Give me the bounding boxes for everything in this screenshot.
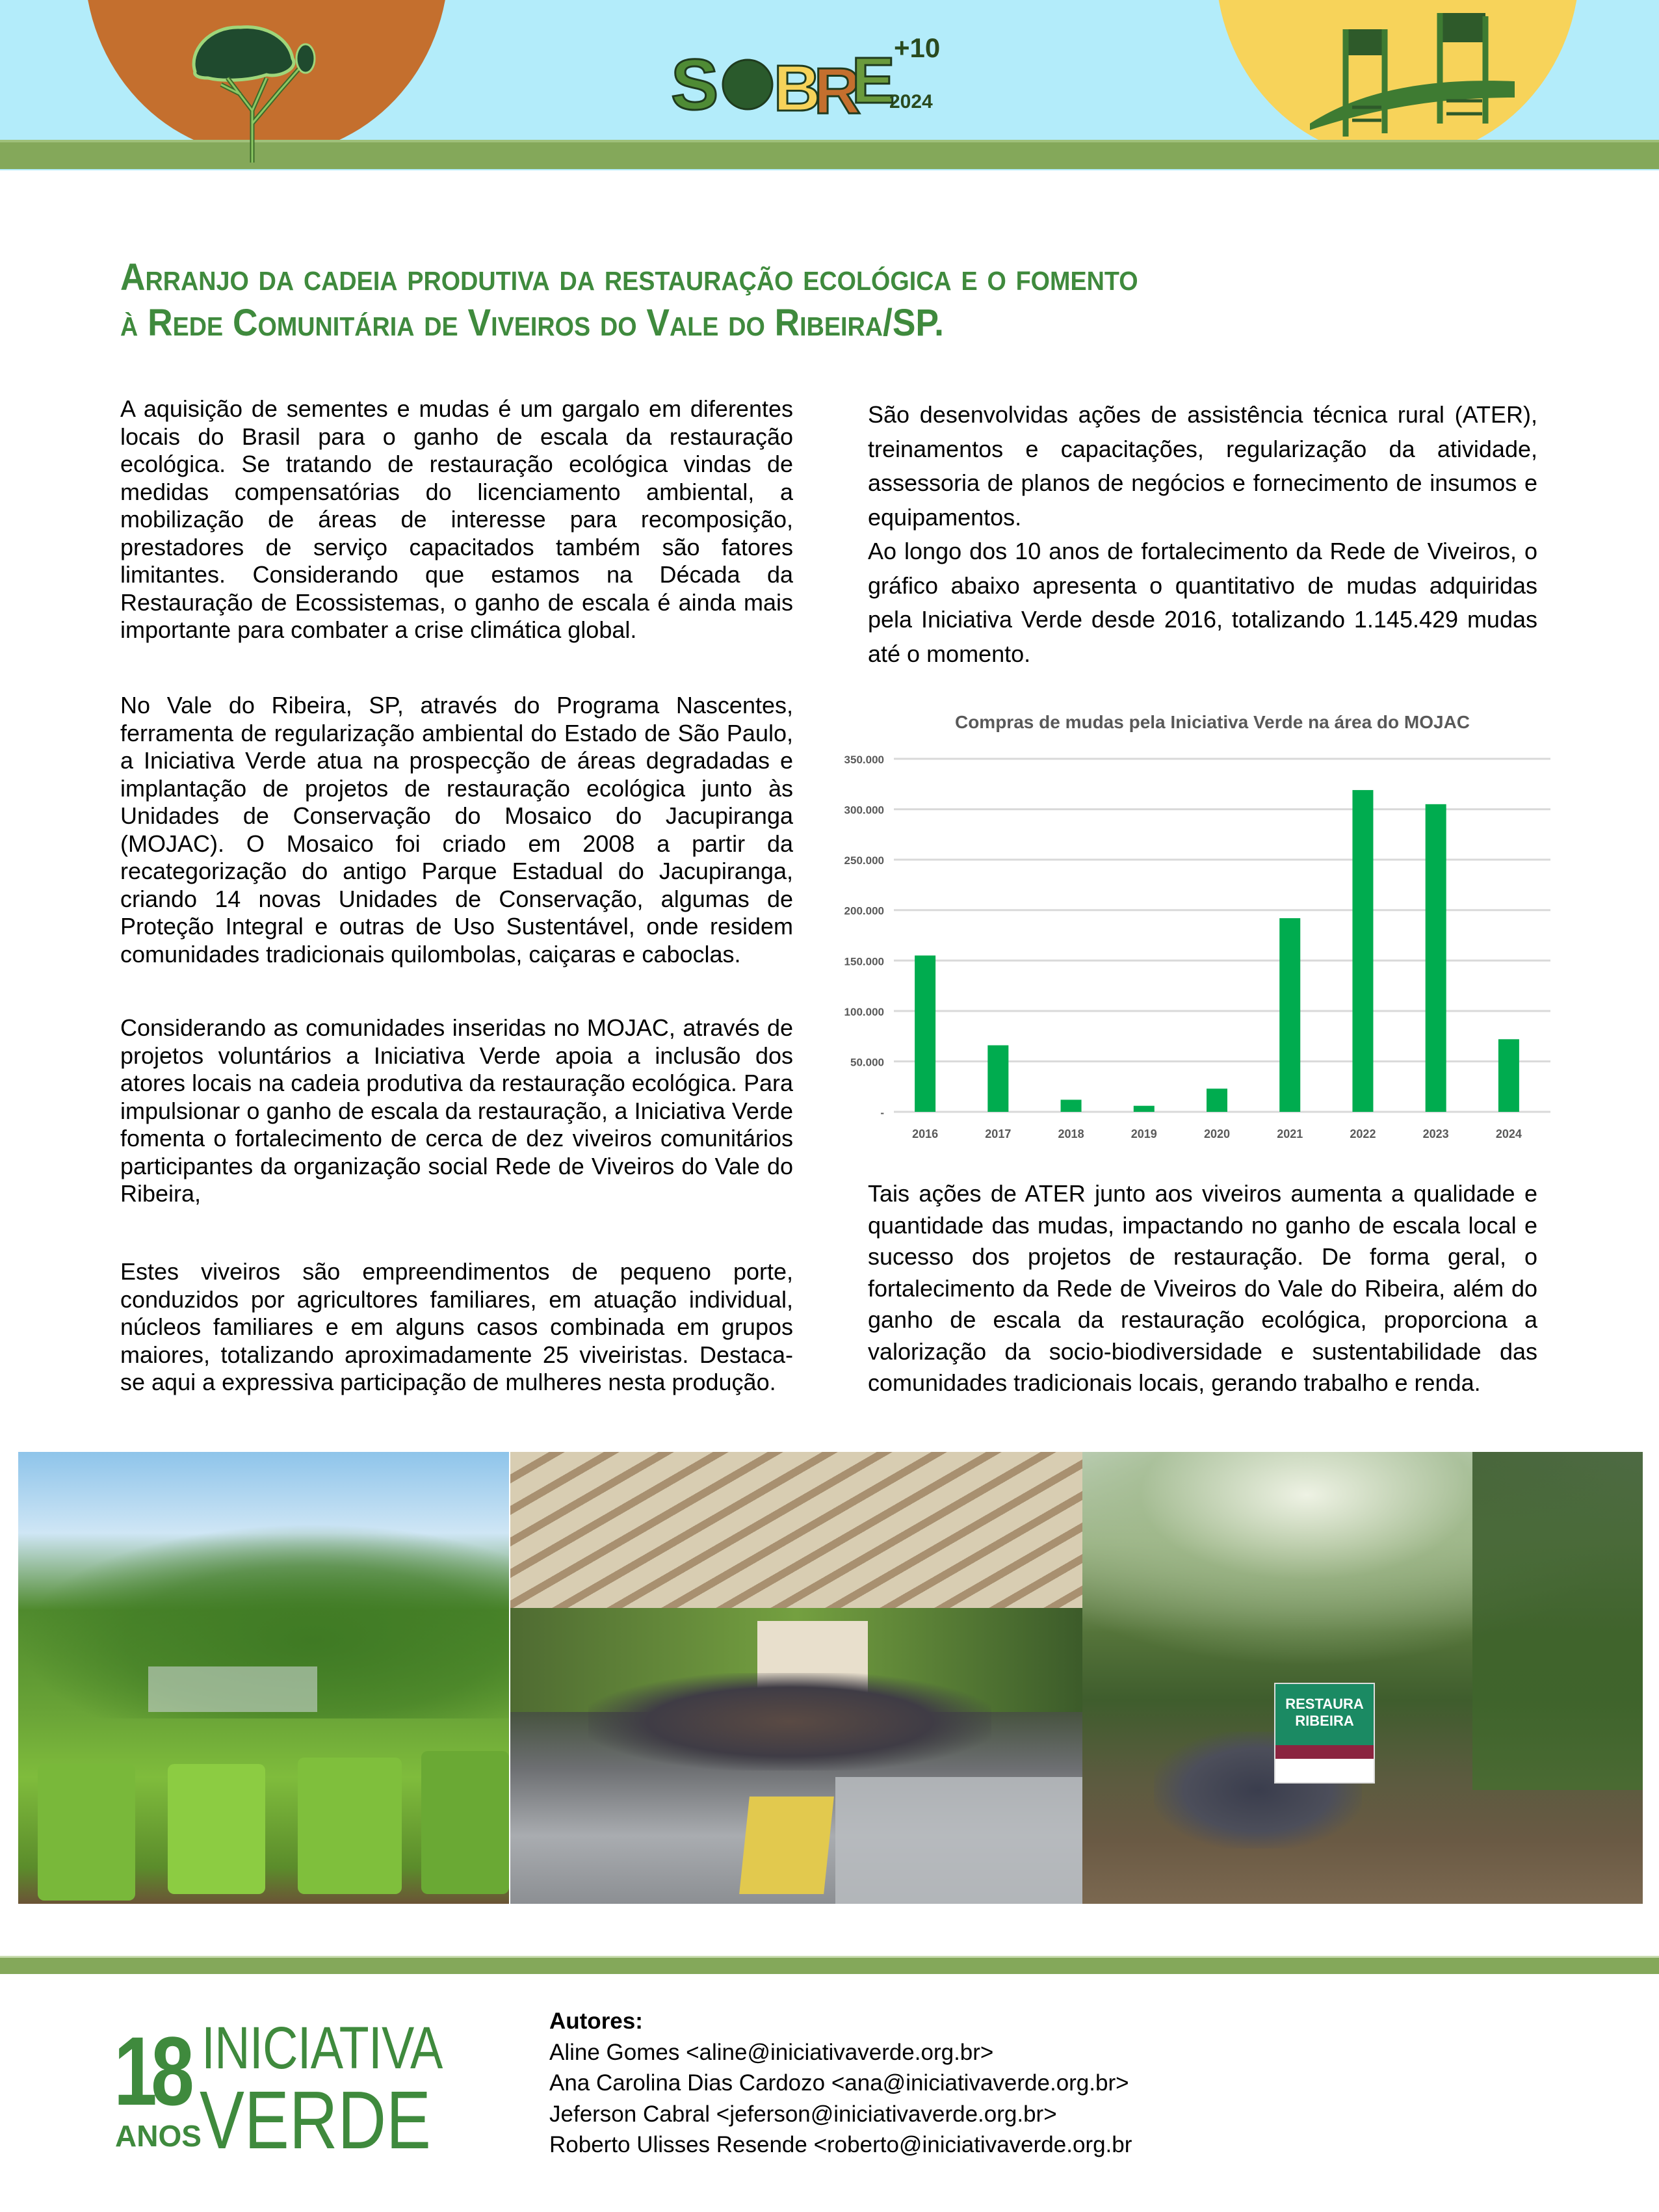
y-tick-label: 300.000 bbox=[844, 804, 884, 817]
logo-line-1: INICIATIVA bbox=[202, 2015, 443, 2081]
community-meeting-photo bbox=[510, 1452, 1082, 1904]
paragraph-ater-actions: São desenvolvidas ações de assistência técnica rural (ATER), treinamentos e capacitações, regularização da atividade, assessoria de planos de negócios e fornecimento de insumos e equipamentos. bbox=[868, 401, 1537, 531]
chart-canvas bbox=[844, 696, 1563, 1151]
paragraph-ater bbox=[868, 398, 1537, 671]
bar-2016 bbox=[915, 956, 935, 1112]
author-entry: Ana Carolina Dias Cardozo <ana@iniciativaverde.org.br> bbox=[549, 2070, 1129, 2096]
title-line-1: Arranjo da cadeia produtiva da restauração ecológica e o fomento bbox=[120, 256, 1138, 298]
x-tick-label: 2018 bbox=[1058, 1127, 1084, 1140]
restaura-ribeira-sign bbox=[1274, 1683, 1375, 1784]
author-entry: Jeferson Cabral <jeferson@iniciativaverde.org.br> bbox=[549, 2101, 1057, 2127]
y-tick-label: 100.000 bbox=[844, 1005, 884, 1018]
paragraph-nurseries: Estes viveiros são empreendimentos de pequeno porte, conduzidos por agricultores familiares, em atuação individual, núcleos familiares e em alguns casos combinada em grupos maiores, totalizando aproximadamente 25 viveiristas. Destaca-se aqui a expressiva participação de mulheres nesta produção. bbox=[120, 1258, 793, 1395]
logo-anos: ANOS bbox=[115, 2119, 202, 2153]
x-tick-label: 2019 bbox=[1130, 1127, 1157, 1140]
logo-line-2: VERDE bbox=[200, 2074, 431, 2166]
paragraph-communities: Considerando as comunidades inseridas no MOJAC, através de projetos voluntários a Iniciativa Verde apoia a inclusão dos atores locais na cadeia produtiva da restauração ecológica. Para impulsionar o ganho de escala da restauração, a Iniciativa Verde fomenta o fortalecimento de cerca de dez viveiros comunitários participantes da organização social Rede de Viveiros do Vale do Ribeira, bbox=[120, 1014, 793, 1207]
sobre-event-logo bbox=[670, 13, 943, 130]
sign-title: RESTAURA RIBEIRA bbox=[1275, 1684, 1374, 1748]
footer-band bbox=[0, 1956, 1659, 1974]
authors-block bbox=[549, 2006, 1132, 2161]
authors-label: Autores: bbox=[549, 2008, 643, 2034]
author-entry: Roberto Ulisses Resende <roberto@iniciativaverde.org.br bbox=[549, 2132, 1132, 2157]
sobre-letter-s: S bbox=[671, 45, 719, 125]
x-tick-label: 2017 bbox=[985, 1127, 1012, 1140]
bar-2017 bbox=[987, 1046, 1008, 1112]
sobre-year: 2024 bbox=[889, 91, 933, 112]
poster-title bbox=[120, 255, 1466, 346]
svg-text:E: E bbox=[852, 44, 895, 117]
title-line-2: à Rede Comunitária de Viveiros do Vale do Ribeira/SP. bbox=[120, 302, 944, 344]
logo-number: 18 bbox=[114, 2016, 189, 2126]
globe-icon bbox=[723, 60, 772, 109]
bar-2018 bbox=[1061, 1099, 1082, 1112]
x-tick-label: 2021 bbox=[1277, 1127, 1303, 1140]
header-banner bbox=[0, 0, 1659, 170]
bridge-icon bbox=[1307, 10, 1521, 140]
x-tick-label: 2023 bbox=[1422, 1127, 1449, 1140]
chart-title: Compras de mudas pela Iniciativa Verde na área do MOJAC bbox=[954, 712, 1470, 732]
x-tick-label: 2024 bbox=[1495, 1127, 1522, 1140]
bar-chart bbox=[844, 696, 1563, 1151]
bar-2020 bbox=[1207, 1088, 1227, 1112]
svg-text:R: R bbox=[814, 55, 861, 127]
group-photo bbox=[1082, 1452, 1643, 1904]
y-tick-label: 150.000 bbox=[844, 955, 884, 968]
y-tick-label: 50.000 bbox=[850, 1056, 884, 1069]
paragraph-vale-do-ribeira: No Vale do Ribeira, SP, através do Programa Nascentes, ferramenta de regularização ambiental do Estado de São Paulo, a Iniciativa Verde atua na prospecção de áreas degradadas e implantação de projetos de restauração ecológica junto às Unidades de Conservação do Mosaico do Jacupiranga (MOJAC). O Mosaico foi criado em 2008 a partir da recategorização do antigo Parque Estadual do Jacupiranga, criando 14 novas Unidades de Conservação, algumas de Proteção Integral e outras de Uso Sustentável, onde residem comunidades tradicionais quilombolas, caiçaras e caboclas. bbox=[120, 692, 793, 968]
bar-2021 bbox=[1279, 918, 1300, 1112]
paragraph-conclusion: Tais ações de ATER junto aos viveiros aumenta a qualidade e quantidade das mudas, impactando no ganho de escala local e sucesso dos projetos de restauração. De forma geral, o fortalecimento da Rede de Viveiros do Vale do Ribeira, além do ganho de escala da restauração ecológica, proporciona a valorização da socio-biodiversidade e sustentabilidade das comunidades tradicionais locais, gerando trabalho e renda. bbox=[868, 1180, 1537, 1396]
y-tick-label: - bbox=[880, 1107, 884, 1119]
bar-2024 bbox=[1498, 1039, 1519, 1112]
sobre-superscript: +10 bbox=[894, 33, 941, 63]
bar-2023 bbox=[1426, 804, 1446, 1112]
bar-2022 bbox=[1352, 790, 1373, 1112]
svg-text:B: B bbox=[774, 52, 821, 125]
sign-subtitle-bar bbox=[1275, 1745, 1374, 1759]
x-tick-label: 2022 bbox=[1350, 1127, 1376, 1140]
x-tick-label: 2016 bbox=[912, 1127, 939, 1140]
author-entry: Aline Gomes <aline@iniciativaverde.org.br> bbox=[549, 2039, 994, 2065]
x-tick-label: 2020 bbox=[1203, 1127, 1231, 1140]
y-tick-label: 200.000 bbox=[844, 904, 884, 917]
paragraph-intro: A aquisição de sementes e mudas é um gargalo em diferentes locais do Brasil para o ganho de escala da restauração ecológica. Se tratando de restauração ecológica vindas de medidas compensatórias do licenciamento ambiental, a mobilização de áreas de interesse para recomposição, prestadores de serviço capacitados também são fatores limitantes. Considerando que estamos na Década da Restauração de Ecossistemas, o ganho de escala é ainda mais importante para combater a crise climática global. bbox=[120, 395, 793, 643]
y-tick-label: 350.000 bbox=[844, 754, 884, 766]
nursery-seedlings-photo bbox=[18, 1452, 509, 1904]
iniciativa-verde-logo bbox=[114, 2015, 491, 2166]
paragraph-chart-intro: Ao longo dos 10 anos de fortalecimento da Rede de Viveiros, o gráfico abaixo apresenta o quantitativo de mudas adquiridas pela Iniciativa Verde desde 2016, totalizando 1.145.429 mudas até o momento. bbox=[868, 538, 1537, 667]
bar-2019 bbox=[1134, 1106, 1155, 1112]
y-tick-label: 250.000 bbox=[844, 854, 884, 867]
tree-icon bbox=[169, 13, 332, 163]
